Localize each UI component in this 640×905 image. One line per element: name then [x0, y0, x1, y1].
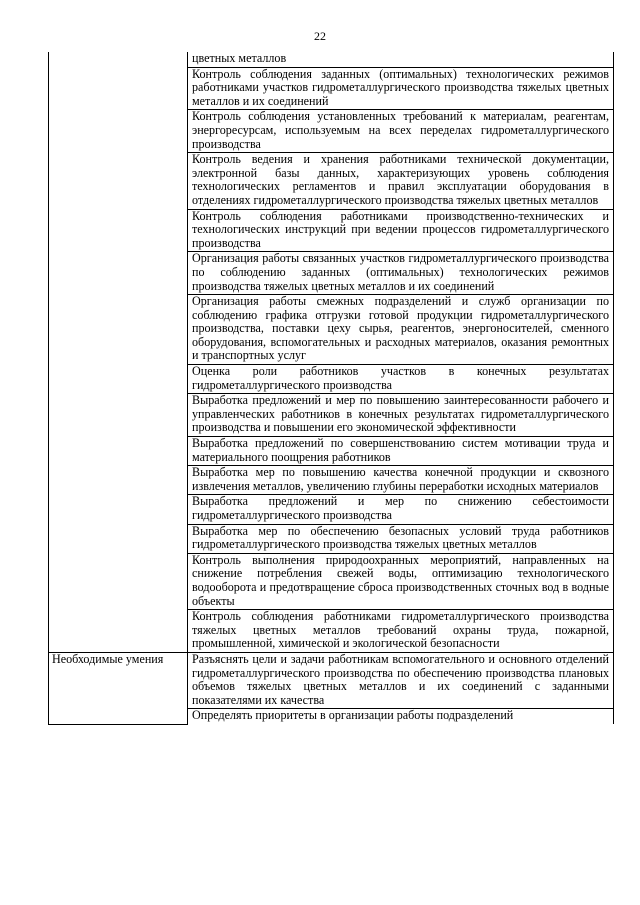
table-cell: Организация работы смежных подразделений и служб организации по соблюдению графика отгрузки готовой продукции гидрометаллургического производства, поставки цеху сырья, реагентов, энергоносителей, сменного оборудования, вспомогательных и расходных материалов, оказания ремонтных и транспортных услуг [188, 295, 614, 365]
table-cell: Контроль выполнения природоохранных мероприятий, направленных на снижение потребления свежей воды, оптимизацию технологического водооборота и предотвращение сброса производственных сточных вод в водные объекты [188, 553, 614, 609]
table-cell: Организация работы связанных участков гидрометаллургического производства по соблюдению заданных (оптимальных) технологических режимов производства тяжелых цветных металлов и их соединений [188, 252, 614, 295]
table-cell: Определять приоритеты в организации работы подразделений [188, 709, 614, 725]
table-cell: Выработка предложений и мер по снижению себестоимости гидрометаллургического производства [188, 495, 614, 524]
section-label: Необходимые умения [49, 652, 188, 724]
table-cell: Контроль ведения и хранения работниками технической документации, электронной базы данных, характеризующих уровень соблюдения технологических регламентов и правил эксплуатации оборудования в отделениях гидрометаллургического производства тяжелых цветных металлов [188, 153, 614, 209]
table-row [49, 652, 614, 708]
table-cell: Контроль соблюдения заданных (оптимальных) технологических режимов работниками участков гидрометаллургического производства тяжелых цветных металлов и их соединений [188, 67, 614, 110]
table-cell: Оценка роли работников участков в конечных результатах гидрометаллургического производства [188, 365, 614, 394]
table-cell: Разъяснять цели и задачи работникам вспомогательного и основного отделений гидрометаллургического производства по обеспечению производства плановых объемов тяжелых цветных металлов и их соединений с заданными показателями их качества [188, 652, 614, 708]
page-number: 22 [314, 29, 326, 43]
table-cell: Контроль соблюдения работниками производственно-технических и технологических инструкций при ведении процессов гидрометаллургического производства [188, 209, 614, 252]
table-cell: цветных металлов [188, 52, 614, 67]
table-cell: Выработка мер по повышению качества конечной продукции и сквозного извлечения металлов, увеличению глубины переработки исходных материалов [188, 466, 614, 495]
table-cell: Контроль соблюдения работниками гидрометаллургического производства тяжелых цветных металлов требований охраны труда, пожарной, промышленной, химической и экологической безопасности [188, 610, 614, 653]
table-cell: Выработка предложений по совершенствованию систем мотивации труда и материального поощрения работников [188, 437, 614, 466]
section-label [49, 52, 188, 652]
table-cell: Выработка мер по обеспечению безопасных условий труда работников гидрометаллургического производства тяжелых цветных металлов [188, 524, 614, 553]
table-cell: Контроль соблюдения установленных требований к материалам, реагентам, энергоресурсам, используемым на всех переделах гидрометаллургического производства [188, 110, 614, 153]
table-cell: Выработка предложений и мер по повышению заинтересованности рабочего и управленческих работников в конечных результатах гидрометаллургического производства и повышении его экономической эффективности [188, 394, 614, 437]
table-row [49, 52, 614, 67]
competency-table [48, 52, 614, 725]
table-body [49, 52, 614, 724]
